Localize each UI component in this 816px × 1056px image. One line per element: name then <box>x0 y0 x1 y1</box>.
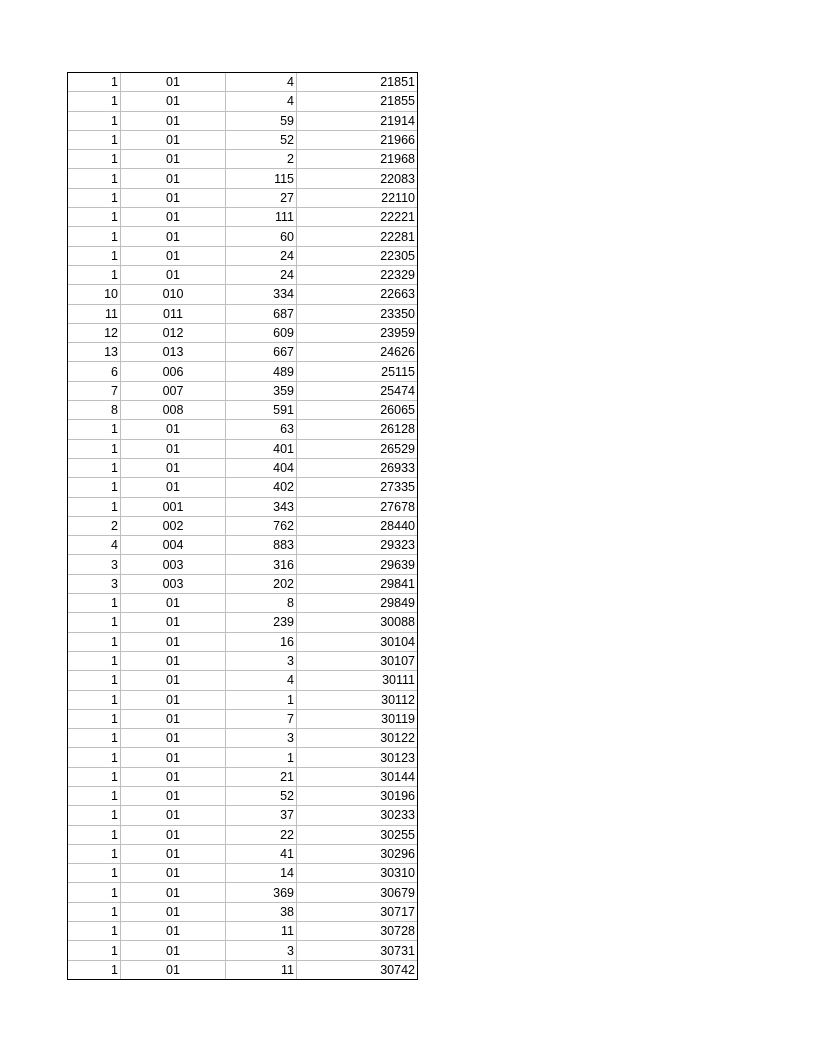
cell-count: 16 <box>226 632 297 651</box>
cell-group-number: 7 <box>68 381 121 400</box>
cell-count: 41 <box>226 844 297 863</box>
cell-group-code: 01 <box>121 478 226 497</box>
cell-group-code: 010 <box>121 285 226 304</box>
cell-running-total: 30144 <box>297 767 418 786</box>
cell-group-code: 01 <box>121 960 226 979</box>
table-row <box>68 73 417 92</box>
table-row <box>68 265 417 284</box>
cell-group-code: 008 <box>121 401 226 420</box>
cell-count: 762 <box>226 516 297 535</box>
cell-count: 369 <box>226 883 297 902</box>
cell-running-total: 22083 <box>297 169 418 188</box>
cell-group-code: 01 <box>121 439 226 458</box>
cell-group-code: 01 <box>121 825 226 844</box>
cell-group-code: 004 <box>121 536 226 555</box>
table-row <box>68 594 417 613</box>
cell-group-number: 1 <box>68 651 121 670</box>
cell-group-number: 1 <box>68 941 121 960</box>
cell-group-code: 003 <box>121 555 226 574</box>
table-row <box>68 748 417 767</box>
cell-count: 2 <box>226 150 297 169</box>
cell-count: 3 <box>226 651 297 670</box>
cell-running-total: 28440 <box>297 516 418 535</box>
table-row <box>68 536 417 555</box>
cell-running-total: 29639 <box>297 555 418 574</box>
cell-group-code: 01 <box>121 246 226 265</box>
cell-group-number: 1 <box>68 130 121 149</box>
cell-group-code: 01 <box>121 188 226 207</box>
cell-group-code: 01 <box>121 227 226 246</box>
cell-running-total: 22110 <box>297 188 418 207</box>
cell-group-code: 01 <box>121 150 226 169</box>
cell-running-total: 21968 <box>297 150 418 169</box>
cell-running-total: 26529 <box>297 439 418 458</box>
table-row <box>68 362 417 381</box>
table-row <box>68 111 417 130</box>
cell-count: 202 <box>226 574 297 593</box>
cell-count: 404 <box>226 458 297 477</box>
cell-group-number: 6 <box>68 362 121 381</box>
cell-group-code: 01 <box>121 651 226 670</box>
table-row <box>68 960 417 979</box>
cell-group-number: 3 <box>68 574 121 593</box>
cell-group-code: 011 <box>121 304 226 323</box>
cell-group-number: 1 <box>68 902 121 921</box>
table-row <box>68 188 417 207</box>
table-row <box>68 864 417 883</box>
cell-group-code: 01 <box>121 922 226 941</box>
cell-running-total: 30717 <box>297 902 418 921</box>
cell-count: 4 <box>226 671 297 690</box>
table-row <box>68 169 417 188</box>
table-row <box>68 478 417 497</box>
cell-group-number: 1 <box>68 594 121 613</box>
cell-count: 11 <box>226 960 297 979</box>
table-row <box>68 439 417 458</box>
cell-group-number: 8 <box>68 401 121 420</box>
cell-count: 59 <box>226 111 297 130</box>
cell-group-code: 01 <box>121 111 226 130</box>
cell-group-number: 1 <box>68 265 121 284</box>
cell-count: 334 <box>226 285 297 304</box>
cell-group-code: 01 <box>121 265 226 284</box>
table-row <box>68 632 417 651</box>
table-row <box>68 729 417 748</box>
cell-count: 38 <box>226 902 297 921</box>
cell-count: 52 <box>226 786 297 805</box>
cell-count: 37 <box>226 806 297 825</box>
cell-group-number: 1 <box>68 844 121 863</box>
cell-count: 489 <box>226 362 297 381</box>
cell-running-total: 30088 <box>297 613 418 632</box>
cell-count: 609 <box>226 323 297 342</box>
cell-count: 239 <box>226 613 297 632</box>
cell-group-code: 01 <box>121 671 226 690</box>
cell-group-code: 01 <box>121 786 226 805</box>
cell-running-total: 25115 <box>297 362 418 381</box>
cell-group-number: 1 <box>68 246 121 265</box>
table-row <box>68 613 417 632</box>
cell-count: 52 <box>226 130 297 149</box>
cell-group-number: 3 <box>68 555 121 574</box>
cell-running-total: 26933 <box>297 458 418 477</box>
table-row <box>68 767 417 786</box>
cell-running-total: 27678 <box>297 497 418 516</box>
table-row <box>68 420 417 439</box>
cell-group-code: 01 <box>121 806 226 825</box>
cell-group-number: 4 <box>68 536 121 555</box>
cell-running-total: 21914 <box>297 111 418 130</box>
cell-group-number: 1 <box>68 439 121 458</box>
cell-count: 8 <box>226 594 297 613</box>
cell-running-total: 22663 <box>297 285 418 304</box>
cell-group-code: 001 <box>121 497 226 516</box>
cell-group-number: 1 <box>68 922 121 941</box>
cell-count: 1 <box>226 748 297 767</box>
cell-count: 14 <box>226 864 297 883</box>
table-row <box>68 902 417 921</box>
cell-running-total: 23959 <box>297 323 418 342</box>
cell-running-total: 30731 <box>297 941 418 960</box>
cell-running-total: 30233 <box>297 806 418 825</box>
cell-count: 591 <box>226 401 297 420</box>
table-row <box>68 555 417 574</box>
cell-running-total: 30104 <box>297 632 418 651</box>
cell-count: 343 <box>226 497 297 516</box>
cell-running-total: 30123 <box>297 748 418 767</box>
cell-group-number: 1 <box>68 458 121 477</box>
cell-group-number: 1 <box>68 883 121 902</box>
table-row <box>68 497 417 516</box>
cell-group-code: 007 <box>121 381 226 400</box>
cell-group-code: 01 <box>121 613 226 632</box>
cell-group-number: 1 <box>68 613 121 632</box>
table-row <box>68 825 417 844</box>
cell-running-total: 26128 <box>297 420 418 439</box>
cell-group-code: 01 <box>121 458 226 477</box>
cell-group-number: 1 <box>68 227 121 246</box>
cell-group-code: 013 <box>121 343 226 362</box>
cell-count: 27 <box>226 188 297 207</box>
cell-count: 115 <box>226 169 297 188</box>
cell-group-number: 1 <box>68 188 121 207</box>
cell-count: 1 <box>226 690 297 709</box>
cell-count: 21 <box>226 767 297 786</box>
cell-group-number: 1 <box>68 748 121 767</box>
cell-group-code: 01 <box>121 594 226 613</box>
table-row <box>68 208 417 227</box>
cell-group-number: 1 <box>68 208 121 227</box>
cell-running-total: 30679 <box>297 883 418 902</box>
cell-group-code: 002 <box>121 516 226 535</box>
cell-group-number: 11 <box>68 304 121 323</box>
cell-group-number: 1 <box>68 767 121 786</box>
cell-group-code: 006 <box>121 362 226 381</box>
cell-group-code: 01 <box>121 208 226 227</box>
cell-count: 24 <box>226 246 297 265</box>
cell-running-total: 22305 <box>297 246 418 265</box>
cell-count: 4 <box>226 73 297 92</box>
cell-group-code: 01 <box>121 902 226 921</box>
table-body <box>68 73 417 979</box>
cell-group-code: 01 <box>121 709 226 728</box>
cell-group-number: 1 <box>68 786 121 805</box>
cell-count: 22 <box>226 825 297 844</box>
cell-group-number: 13 <box>68 343 121 362</box>
cell-group-code: 003 <box>121 574 226 593</box>
table-row <box>68 150 417 169</box>
cell-running-total: 30296 <box>297 844 418 863</box>
table-row <box>68 285 417 304</box>
table-row <box>68 671 417 690</box>
cell-group-code: 01 <box>121 690 226 709</box>
table-row <box>68 806 417 825</box>
table-row <box>68 883 417 902</box>
cell-running-total: 22221 <box>297 208 418 227</box>
cell-count: 402 <box>226 478 297 497</box>
cell-group-code: 01 <box>121 864 226 883</box>
cell-group-number: 12 <box>68 323 121 342</box>
cell-group-number: 1 <box>68 420 121 439</box>
cell-group-number: 1 <box>68 690 121 709</box>
cell-count: 3 <box>226 729 297 748</box>
cell-group-code: 01 <box>121 748 226 767</box>
cell-running-total: 21855 <box>297 92 418 111</box>
cell-group-code: 01 <box>121 767 226 786</box>
cell-group-number: 1 <box>68 825 121 844</box>
cell-group-number: 1 <box>68 671 121 690</box>
cell-group-number: 10 <box>68 285 121 304</box>
cell-group-number: 1 <box>68 960 121 979</box>
cell-group-number: 1 <box>68 806 121 825</box>
cell-group-code: 01 <box>121 130 226 149</box>
cell-running-total: 30122 <box>297 729 418 748</box>
cell-running-total: 24626 <box>297 343 418 362</box>
cell-group-code: 01 <box>121 883 226 902</box>
cell-count: 63 <box>226 420 297 439</box>
table-row <box>68 844 417 863</box>
cell-group-code: 01 <box>121 632 226 651</box>
cell-group-code: 01 <box>121 73 226 92</box>
cell-running-total: 30119 <box>297 709 418 728</box>
cell-group-number: 1 <box>68 729 121 748</box>
cell-group-code: 01 <box>121 92 226 111</box>
cell-running-total: 23350 <box>297 304 418 323</box>
cell-running-total: 30310 <box>297 864 418 883</box>
cell-count: 667 <box>226 343 297 362</box>
table-row <box>68 786 417 805</box>
table-row <box>68 323 417 342</box>
cell-group-code: 01 <box>121 729 226 748</box>
table-row <box>68 458 417 477</box>
cell-running-total: 30196 <box>297 786 418 805</box>
table-row <box>68 92 417 111</box>
cell-count: 11 <box>226 922 297 941</box>
cell-group-number: 1 <box>68 632 121 651</box>
cell-count: 3 <box>226 941 297 960</box>
cell-count: 7 <box>226 709 297 728</box>
cell-group-code: 01 <box>121 420 226 439</box>
table-row <box>68 130 417 149</box>
cell-count: 111 <box>226 208 297 227</box>
cell-count: 60 <box>226 227 297 246</box>
table-row <box>68 574 417 593</box>
cell-running-total: 22281 <box>297 227 418 246</box>
cell-count: 883 <box>226 536 297 555</box>
cell-group-number: 1 <box>68 169 121 188</box>
table-row <box>68 922 417 941</box>
data-table <box>68 73 417 979</box>
cell-group-code: 01 <box>121 844 226 863</box>
cell-group-number: 2 <box>68 516 121 535</box>
cell-running-total: 30107 <box>297 651 418 670</box>
table-row <box>68 227 417 246</box>
cell-running-total: 29323 <box>297 536 418 555</box>
table-row <box>68 343 417 362</box>
table-row <box>68 246 417 265</box>
cell-running-total: 21966 <box>297 130 418 149</box>
spreadsheet-page <box>67 72 418 980</box>
cell-group-number: 1 <box>68 709 121 728</box>
cell-group-number: 1 <box>68 864 121 883</box>
cell-running-total: 30728 <box>297 922 418 941</box>
cell-group-number: 1 <box>68 111 121 130</box>
table-row <box>68 709 417 728</box>
cell-count: 24 <box>226 265 297 284</box>
cell-group-number: 1 <box>68 92 121 111</box>
cell-running-total: 30255 <box>297 825 418 844</box>
cell-running-total: 22329 <box>297 265 418 284</box>
cell-group-number: 1 <box>68 150 121 169</box>
table-row <box>68 381 417 400</box>
table-row <box>68 941 417 960</box>
cell-group-code: 012 <box>121 323 226 342</box>
cell-count: 359 <box>226 381 297 400</box>
cell-running-total: 30742 <box>380 962 415 977</box>
cell-group-number: 1 <box>68 497 121 516</box>
cell-running-total: 26065 <box>297 401 418 420</box>
cell-running-total: 21851 <box>297 73 418 92</box>
cell-running-total: 29849 <box>297 594 418 613</box>
cell-running-total: 27335 <box>297 478 418 497</box>
cell-running-total: 25474 <box>297 381 418 400</box>
cell-running-total: 30111 <box>297 671 418 690</box>
table-row <box>68 651 417 670</box>
table-row <box>68 401 417 420</box>
cell-count: 687 <box>226 304 297 323</box>
cell-running-total: 29841 <box>297 574 418 593</box>
cell-running-total: 30112 <box>297 690 418 709</box>
table-row <box>68 304 417 323</box>
cell-count: 316 <box>226 555 297 574</box>
cell-count: 401 <box>226 439 297 458</box>
cell-group-code: 01 <box>121 169 226 188</box>
cell-count: 4 <box>226 92 297 111</box>
table-row <box>68 690 417 709</box>
cell-group-number: 1 <box>68 73 121 92</box>
cell-group-number: 1 <box>68 478 121 497</box>
cell-group-code: 01 <box>121 941 226 960</box>
table-row <box>68 516 417 535</box>
